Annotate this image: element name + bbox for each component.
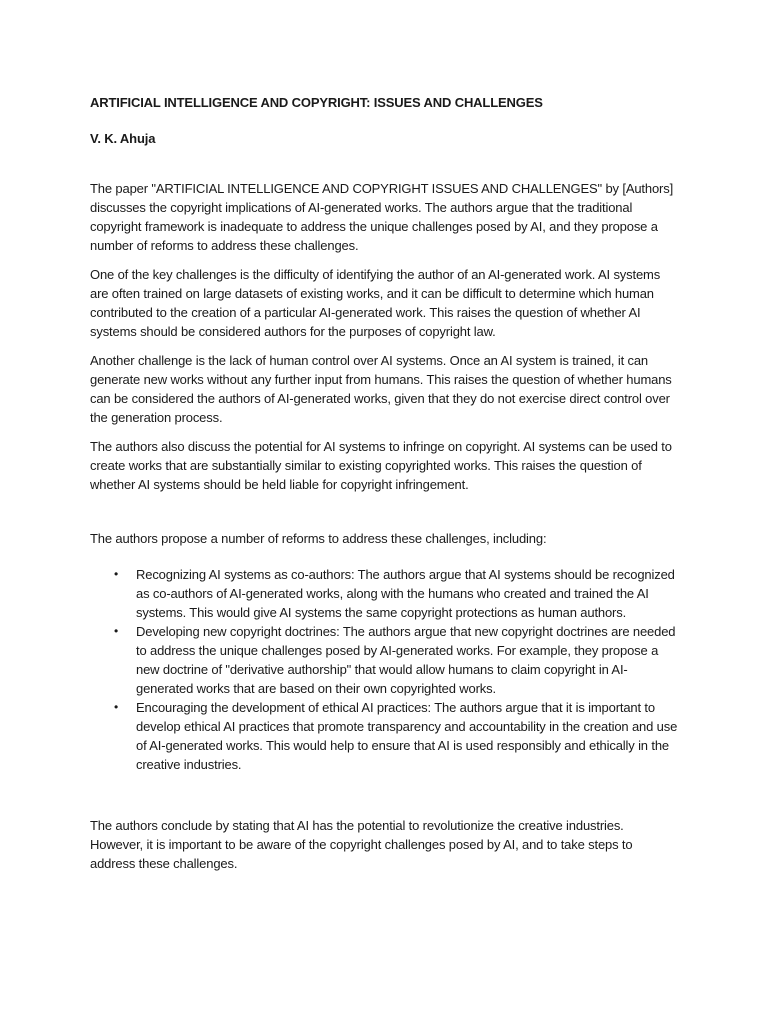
- paragraph-conclusion: The authors conclude by stating that AI has the potential to revolutionize the creative industries. However, it is important to be aware of the copyright challenges posed by AI, and to take steps to address these challenges.: [90, 818, 633, 871]
- paragraph-intro: The paper "ARTIFICIAL INTELLIGENCE AND COPYRIGHT ISSUES AND CHALLENGES" by [Authors] discusses the copyright implications of AI-generated works. The authors argue that the traditional copyright framework is inadequate to address the unique challenges posed by AI, and they propose a number of reforms to address these challenges.: [90, 181, 674, 253]
- document-author: V. K. Ahuja: [90, 131, 156, 146]
- bullet-icon: •: [114, 624, 119, 638]
- paragraph-control-challenge: Another challenge is the lack of human control over AI systems. Once an AI system is trained, it can generate new works without any further input from humans. This raises the question of whether humans can be considered the authors of AI-generated works, given that they do not exercise direct control over the generation process.: [90, 353, 672, 425]
- reform-text: Recognizing AI systems as co-authors: The authors argue that AI systems should be recognized as co-authors of AI-generated works, along with the humans who created and trained the AI systems. This would give AI systems the same copyright protections as human authors.: [136, 567, 675, 620]
- paragraph-infringement-challenge: The authors also discuss the potential for AI systems to infringe on copyright. AI systems can be used to create works that are substantially similar to existing copyrighted works. This raises the question of whether AI systems should be held liable for copyright infringement.: [90, 439, 672, 492]
- document-title: ARTIFICIAL INTELLIGENCE AND COPYRIGHT: ISSUES AND CHALLENGES: [90, 95, 543, 110]
- reforms-list: [90, 565, 680, 774]
- bullet-icon: •: [114, 700, 119, 714]
- document-body: [90, 93, 680, 873]
- reform-text: Encouraging the development of ethical AI practices: The authors argue that it is important to develop ethical AI practices that promote transparency and accountability in the creation and use of AI-generated works. This would help to ensure that AI is used responsibly and ethically in the creative industries.: [136, 700, 678, 772]
- bullet-icon: •: [114, 567, 119, 581]
- list-item: [90, 565, 680, 622]
- list-item: [90, 698, 680, 774]
- reform-text: Developing new copyright doctrines: The authors argue that new copyright doctrines are needed to address the unique challenges posed by AI-generated works. For example, they propose a new doctrine of "derivative authorship" that would allow humans to claim copyright in AI-generated works that are based on their own copyrighted works.: [136, 624, 676, 696]
- paragraph-authorship-challenge: One of the key challenges is the difficulty of identifying the author of an AI-generated work. AI systems are often trained on large datasets of existing works, and it can be difficult to determine which human contributed to the creation of a particular AI-generated work. This raises the question of whether AI systems should be considered authors for the purposes of copyright law.: [90, 267, 661, 339]
- list-item: [90, 622, 680, 698]
- paragraph-reforms-intro: The authors propose a number of reforms to address these challenges, including:: [90, 531, 547, 546]
